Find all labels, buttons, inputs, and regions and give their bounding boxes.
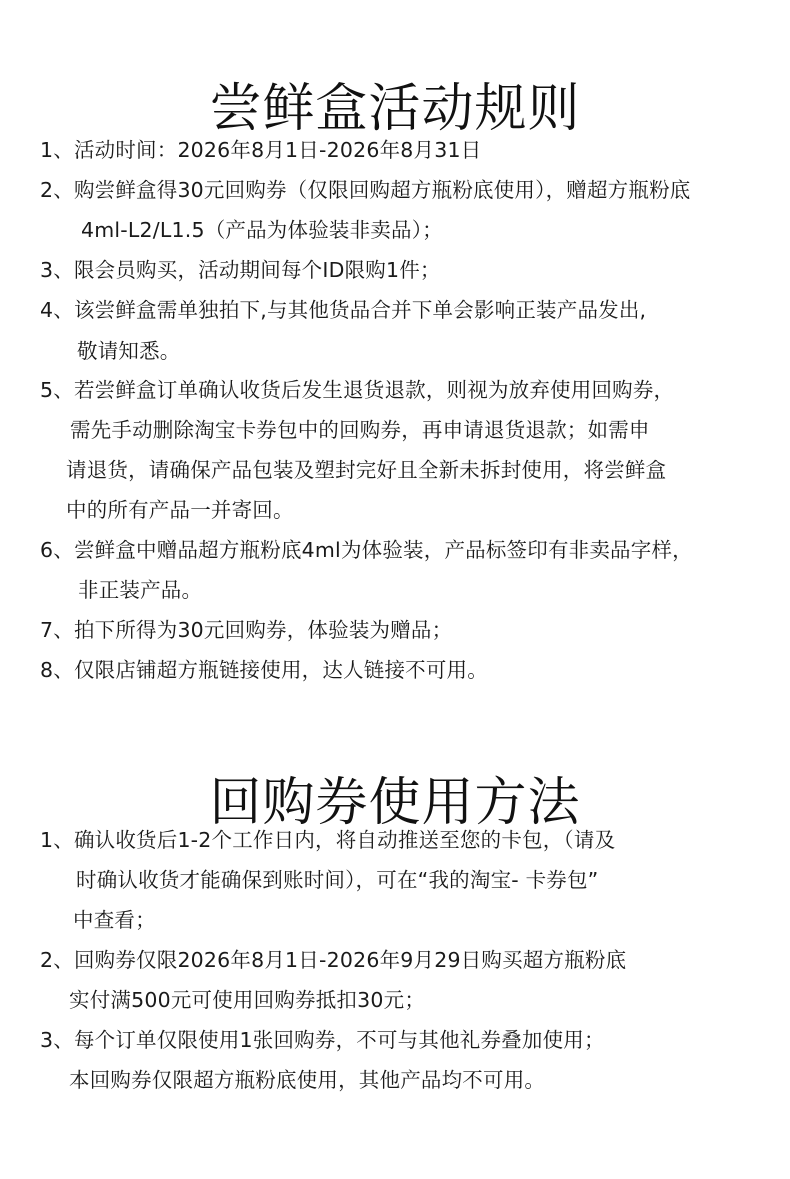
rules-line-3: 3、限会员购买，活动期间每个ID限购1件；	[40, 258, 441, 282]
rules-line-6: 6、尝鲜盒中赠品超方瓶粉底4ml为体验装，产品标签印有非卖品字样，	[40, 538, 693, 562]
coupon-line-1: 1、确认收货后1-2个工作日内，将自动推送至您的卡包，（请及	[40, 828, 616, 852]
rules-line-5-cont-3: 中的所有产品一并寄回。	[66, 498, 294, 522]
rules-line-5-cont-1: 需先手动删除淘宝卡券包中的回购券，再申请退货退款；如需申	[70, 418, 650, 442]
rules-line-5-cont-2: 请退货，请确保产品包装及塑封完好且全新未拆封使用，将尝鲜盒	[66, 458, 667, 482]
rules-line-1: 1、活动时间：2026年8月1日-2026年8月31日	[40, 138, 482, 162]
coupon-line-2: 2、回购券仅限2026年8月1日-2026年9月29日购买超方瓶粉底	[40, 948, 627, 972]
rules-line-8: 8、仅限店铺超方瓶链接使用，达人链接不可用。	[40, 658, 488, 682]
rules-line-4: 4、该尝鲜盒需单独拍下,与其他货品合并下单会影响正装产品发出,	[40, 298, 647, 322]
rules-line-5: 5、若尝鲜盒订单确认收货后发生退货退款，则视为放弃使用回购券，	[40, 378, 675, 402]
rules-line-2: 2、购尝鲜盒得30元回购券（仅限回购超方瓶粉底使用），赠超方瓶粉底	[40, 178, 691, 202]
coupon-line-3-cont: 本回购券仅限超方瓶粉底使用，其他产品均不可用。	[69, 1068, 546, 1092]
rules-line-7: 7、拍下所得为30元回购券，体验装为赠品；	[40, 618, 453, 642]
coupon-line-1-cont-2: 中查看；	[73, 908, 156, 932]
rules-title: 尝鲜盒活动规则	[209, 78, 581, 139]
coupon-line-2-cont: 实付满500元可使用回购券抵扣30元；	[69, 988, 426, 1012]
coupon-line-1-cont-1: 时确认收货才能确保到账时间），可在“我的淘宝- 卡券包”	[76, 868, 599, 892]
rules-line-4-cont: 敬请知悉。	[77, 339, 181, 363]
rules-line-2-cont: 4ml-L2/L1.5（产品为体验装非卖品）；	[81, 218, 443, 242]
coupon-line-3: 3、每个订单仅限使用1张回购券，不可与其他礼券叠加使用；	[40, 1028, 605, 1052]
rules-line-6-cont: 非正装产品。	[78, 578, 203, 602]
coupon-title: 回购券使用方法	[209, 772, 581, 833]
